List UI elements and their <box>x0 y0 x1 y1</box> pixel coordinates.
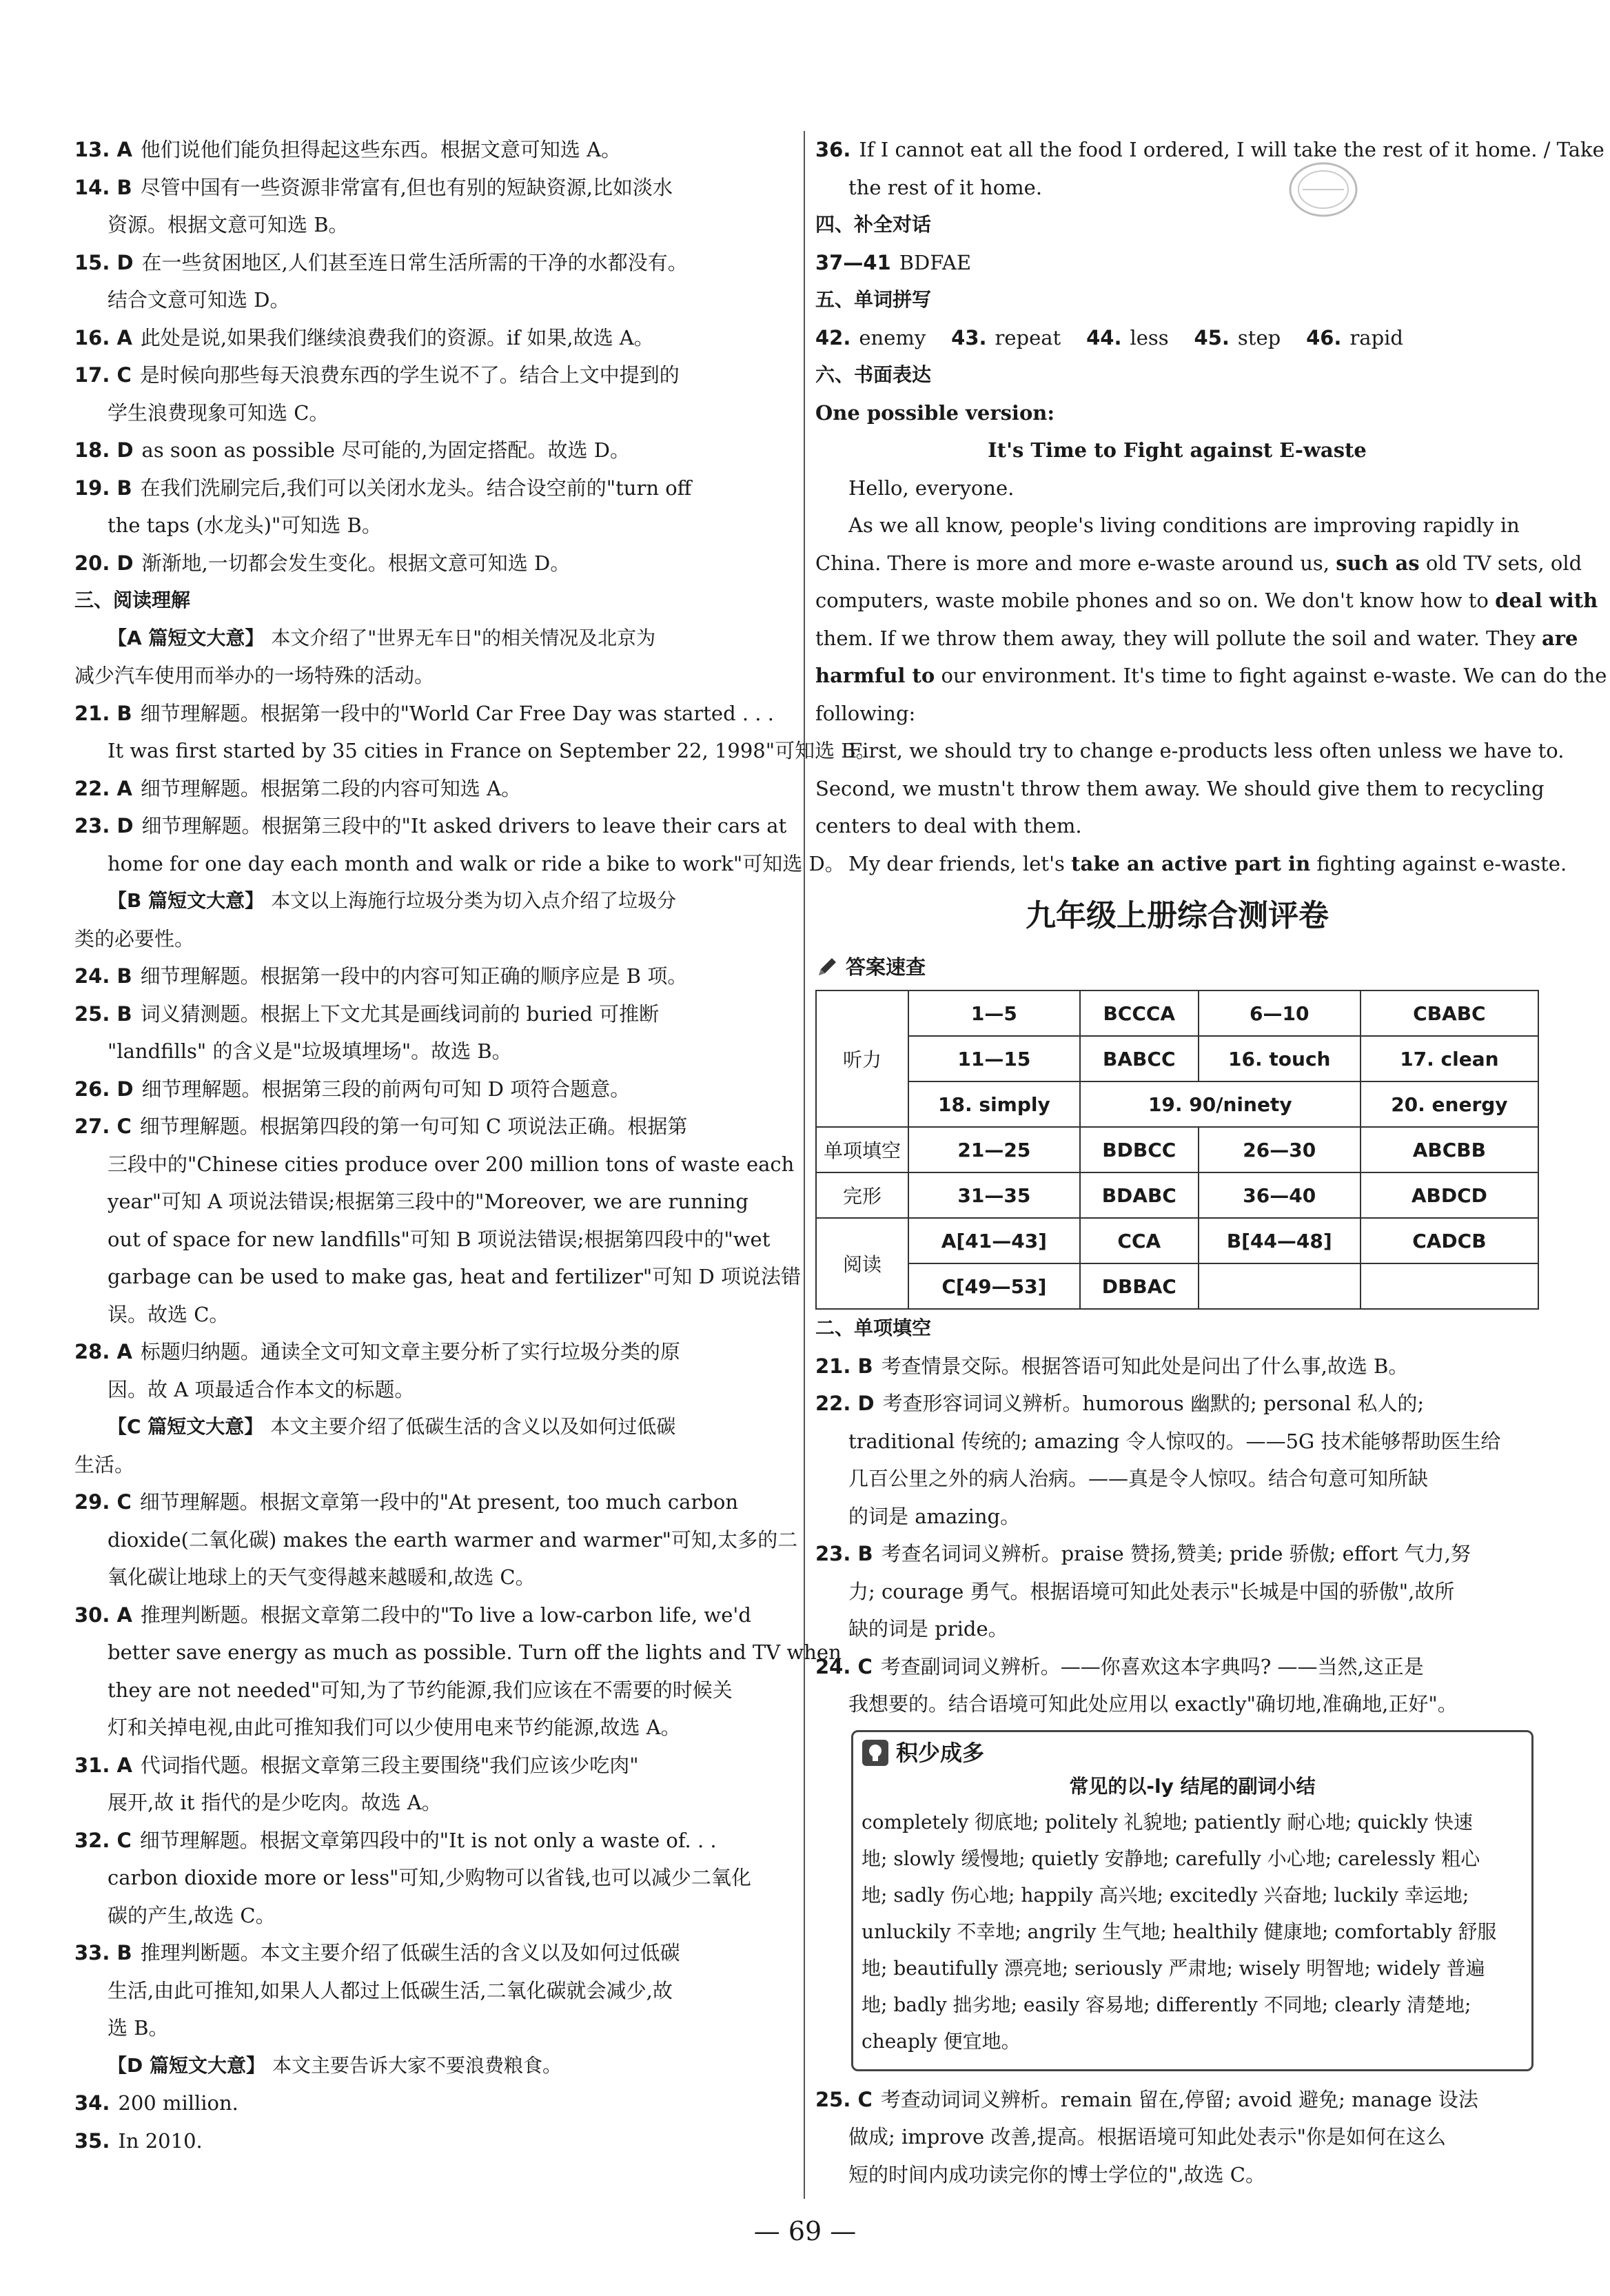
answer-continuation: dioxide(二氧化碳) makes the earth warmer and warmer"可知,太多的二 <box>108 1527 798 1552</box>
lightbulb-icon <box>862 1739 889 1767</box>
tip-lines <box>862 1804 1523 2060</box>
answer-line <box>74 2084 793 2122</box>
table-cell: 11—15 <box>908 1036 1080 1081</box>
summary-text: 本文以上海施行垃圾分类为切入点介绍了垃圾分 <box>271 889 677 912</box>
answer-continuation: out of space for new landfills"可知 B 项说法错误;根据第四段中的"wet <box>108 1227 771 1251</box>
answer-line: 37—41 BDFAE <box>815 250 971 274</box>
answer-text: as soon as possible 尽可能的,为固定搭配。故选 D。 <box>141 438 630 462</box>
question-number: 32. C <box>74 1828 132 1852</box>
table-cell: 1—5 <box>908 990 1080 1036</box>
pencil-icon <box>815 955 839 979</box>
answer-line <box>74 244 793 282</box>
answer-continuation: better save energy as much as possible. Turn off the lights and TV when <box>108 1640 842 1664</box>
answer-text: 考查副词词义辨析。——你喜欢这本字典吗? ——当然,这正是 <box>880 1654 1424 1678</box>
answer-line <box>74 695 793 733</box>
tip-line: 地; beautifully 漂亮地; seriously 严肃地; wisely 明智地; widely 普遍 <box>862 1956 1485 1980</box>
section-heading: 三、阅读理解 <box>74 589 191 611</box>
answer-line <box>74 1108 793 1146</box>
summary-title: 【D 篇短文大意】 <box>108 2053 265 2077</box>
question-number: 29. C <box>74 1490 132 1514</box>
answer-continuation: "landfills" 的含义是"垃圾填埋场"。故选 B。 <box>108 1039 512 1063</box>
answer-text: 标题归纳题。通读全文可知文章主要分析了实行垃圾分类的原 <box>140 1340 680 1363</box>
table-cell: 18. simply <box>908 1081 1080 1127</box>
question-number: 21. B <box>74 701 132 725</box>
tip-line: unluckily 不幸地; angrily 生气地; healthily 健康地; comfortably 舒服 <box>862 1920 1497 1943</box>
table-cell: 6—10 <box>1199 990 1361 1036</box>
question-number: 35. <box>74 2129 110 2153</box>
answer-continuation: 选 B。 <box>108 2016 169 2040</box>
answer-line <box>74 131 793 169</box>
answer-continuation: carbon dioxide more or less"可知,少购物可以省钱,也可以减少二氧化 <box>108 1866 751 1889</box>
table-cell: DBBAC <box>1080 1263 1199 1309</box>
answer-line: 短的时间内成功读完你的博士学位的",故选 C。 <box>848 2162 1265 2186</box>
answer-text: 细节理解题。根据第三段的前两句可知 D 项符合题意。 <box>141 1077 631 1101</box>
question-number: 22. A <box>74 776 132 800</box>
table-cell <box>1199 1263 1361 1309</box>
answer-text: In 2010. <box>118 2129 203 2153</box>
answer-continuation: 学生浪费现象可知选 C。 <box>108 400 329 425</box>
answer-text: 细节理解题。根据第一段中的"World Car Free Day was started . . . <box>140 701 774 725</box>
essay-line: following: <box>815 701 916 725</box>
table-cell: 31—35 <box>908 1172 1080 1218</box>
answer-line <box>74 1747 793 1785</box>
summary-text: 本文主要告诉大家不要浪费粮食。 <box>272 2053 562 2077</box>
answer-line: 36. If I cannot eat all the food I ordered, I will take the rest of it home. / Take <box>815 138 1604 161</box>
answer-line <box>74 319 793 357</box>
answer-text: 细节理解题。根据文章第四段中的"It is not only a waste of. . . <box>139 1828 717 1852</box>
table-cell: 21—25 <box>908 1127 1080 1172</box>
essay-line: Hello, everyone. <box>848 476 1015 500</box>
answer-text: 考查形容词词义辨析。humorous 幽默的; personal 私人的; <box>882 1392 1425 1415</box>
table-row <box>816 990 1538 1036</box>
page-number: — 69 — <box>753 2216 857 2246</box>
table-cell: 36—40 <box>1199 1172 1361 1218</box>
tip-line: 地; sadly 伤心地; happily 高兴地; excitedly 兴奋地; luckily 幸运地; <box>862 1883 1469 1907</box>
answer-line: 做成; improve 改善,提高。根据语境可知此处表示"你是如何在这么 <box>848 2125 1446 2148</box>
summary-text: 本文介绍了"世界无车日"的相关情况及北京为 <box>271 626 656 649</box>
table-cell: ABDCD <box>1361 1172 1538 1218</box>
answer-text: 细节理解题。根据第四段的第一句可知 C 项说法正确。根据第 <box>139 1115 688 1138</box>
table-row <box>816 1127 1538 1172</box>
answer-continuation: 三段中的"Chinese cities produce over 200 million tons of waste each <box>108 1152 795 1176</box>
answer-line <box>815 1348 1539 1385</box>
question-number: 26. D <box>74 1077 134 1101</box>
answer-line <box>74 1483 793 1521</box>
answer-line <box>815 1648 1539 1686</box>
passage-summary <box>74 2047 793 2085</box>
tip-line: cheaply 便宜地。 <box>862 2029 1021 2053</box>
essay-title: It's Time to Fight against E-waste <box>988 438 1367 462</box>
summary-continuation: 生活。 <box>74 1452 135 1476</box>
summary-continuation: 减少汽车使用而举办的一场特殊的活动。 <box>74 664 435 687</box>
answer-text: 细节理解题。根据第一段中的内容可知正确的顺序应是 B 项。 <box>140 964 688 988</box>
answer-text: 渐渐地,一切都会发生变化。根据文意可知选 D。 <box>141 551 571 575</box>
table-cell: A[41—43] <box>908 1218 1080 1263</box>
question-number: 18. D <box>74 438 134 462</box>
summary-title: 【B 篇短文大意】 <box>108 889 265 912</box>
answer-text: 推理判断题。根据文章第二段中的"To live a low-carbon life, we'd <box>140 1603 751 1627</box>
answer-text: 他们说他们能负担得起这些东西。根据文意可知选 A。 <box>140 138 622 161</box>
passage-summary <box>74 882 793 920</box>
answer-continuation: 的词是 amazing。 <box>848 1504 1021 1528</box>
essay-line: computers, waste mobile phones and so on. We don't know how to deal with <box>815 589 1598 612</box>
answer-continuation: 缺的词是 pride。 <box>848 1617 1008 1640</box>
section-heading: 五、单词拼写 <box>815 288 932 311</box>
section-heading: 六、书面表达 <box>815 363 932 386</box>
answer-line <box>74 957 793 995</box>
answer-continuation: year"可知 A 项说法错误;根据第三段中的"Moreover, we are running <box>108 1190 748 1213</box>
question-number: 24. C <box>815 1654 873 1678</box>
right-bottom-answers <box>815 1310 1539 1723</box>
answer-line <box>74 469 793 507</box>
table-cell: CCA <box>1080 1218 1199 1263</box>
answer-line <box>74 995 793 1033</box>
test-title: 九年级上册综合测评卷 <box>1026 898 1329 933</box>
table-label: 阅读 <box>816 1218 908 1309</box>
passage-summary <box>74 620 793 658</box>
table-cell: BDABC <box>1080 1172 1199 1218</box>
question-number: 31. A <box>74 1753 132 1777</box>
question-number: 15. D <box>74 250 134 274</box>
essay-line: China. There is more and more e-waste around us, such as old TV sets, old <box>815 551 1582 575</box>
answer-text: 200 million. <box>118 2091 238 2115</box>
table-label: 完形 <box>816 1172 908 1218</box>
table-cell <box>1361 1263 1538 1309</box>
answer-text: 细节理解题。根据文章第一段中的"At present, too much carbon <box>139 1490 739 1514</box>
answer-line <box>74 807 793 845</box>
answer-text: 细节理解题。根据第三段中的"It asked drivers to leave their cars at <box>141 814 787 837</box>
table-cell: 20. energy <box>1361 1081 1538 1127</box>
table-row <box>816 1218 1538 1263</box>
essay-line: As we all know, people's living conditions are improving rapidly in <box>848 514 1520 537</box>
answer-text: 词义猜测题。根据上下文尤其是画线词前的 buried 可推断 <box>140 1002 660 1026</box>
essay-line: harmful to our environment. It's time to fight against e-waste. We can do the <box>815 664 1607 687</box>
question-number: 20. D <box>74 551 134 575</box>
column-divider <box>804 131 805 2199</box>
table-cell: ABCBB <box>1361 1127 1538 1172</box>
question-number: 22. D <box>815 1392 875 1415</box>
answer-line <box>74 1070 793 1108</box>
answer-continuation: It was first started by 35 cities in France on September 22, 1998"可知选 B。 <box>108 739 876 762</box>
answer-continuation: 我想要的。结合语境可知此处应用以 exactly"确切地,准确地,正好"。 <box>848 1692 1458 1716</box>
answer-line <box>74 770 793 808</box>
answer-text: 此处是说,如果我们继续浪费我们的资源。if 如果,故选 A。 <box>140 325 654 349</box>
answers-heading: 答案速查 <box>815 950 1539 984</box>
section-heading: 四、补全对话 <box>815 213 932 236</box>
spelling-answers: 42. enemy 43. repeat 44. less 45. step 46. rapid <box>815 325 1403 349</box>
question-number: 23. B <box>815 1542 873 1565</box>
question-number: 19. B <box>74 476 132 500</box>
answer-line <box>815 1385 1539 1423</box>
question-number: 30. A <box>74 1603 132 1627</box>
table-row <box>816 1081 1538 1127</box>
table-label: 听力 <box>816 990 908 1127</box>
answer-line: 25. C 考查动词词义辨析。remain 留在,停留; avoid 避免; manage 设法 <box>815 2087 1478 2111</box>
answer-line <box>74 356 793 394</box>
answer-line <box>74 431 793 469</box>
table-cell: 17. clean <box>1361 1036 1538 1081</box>
question-number: 21. B <box>815 1354 873 1378</box>
answer-continuation: 力; courage 勇气。根据语境可知此处表示"长城是中国的骄傲",故所 <box>848 1579 1455 1603</box>
question-number: 14. B <box>74 175 132 199</box>
answer-continuation: 氧化碳让地球上的天气变得越来越暖和,故选 C。 <box>108 1565 536 1589</box>
answer-line <box>74 169 793 207</box>
answer-line <box>815 1535 1539 1573</box>
version-label: One possible version: <box>815 400 1055 425</box>
tip-line: completely 彻底地; politely 礼貌地; patiently 耐心地; quickly 快速 <box>862 1810 1473 1833</box>
answer-continuation: 展开,故 it 指代的是少吃肉。故选 A。 <box>108 1791 442 1814</box>
tip-line: 地; slowly 缓慢地; quietly 安静地; carefully 小心地; carelessly 粗心 <box>862 1847 1480 1870</box>
answer-continuation: 碳的产生,故选 C。 <box>108 1903 276 1927</box>
question-number: 33. B <box>74 1941 132 1964</box>
table-cell: BCCCA <box>1080 990 1199 1036</box>
answer-continuation: the taps (水龙头)"可知选 B。 <box>108 514 382 537</box>
question-number: 17. C <box>74 363 132 387</box>
question-number: 28. A <box>74 1340 132 1363</box>
table-cell: 16. touch <box>1199 1036 1361 1081</box>
question-number: 16. A <box>74 325 132 349</box>
answer-line <box>74 1934 793 1972</box>
answer-continuation: 灯和关掉电视,由此可推知我们可以少使用电来节约能源,故选 A。 <box>108 1716 681 1739</box>
answer-continuation: 因。故 A 项最适合作本文的标题。 <box>108 1377 415 1401</box>
answer-text: 尽管中国有一些资源非常富有,但也有别的短缺资源,比如淡水 <box>140 175 673 199</box>
answer-line <box>74 2122 793 2160</box>
tip-subtitle: 常见的以-ly 结尾的副词小结 <box>1069 1774 1316 1798</box>
answer-text: 代词指代题。根据文章第三段主要围绕"我们应该少吃肉" <box>140 1753 639 1777</box>
table-cell: 19. 90/ninety <box>1080 1081 1361 1127</box>
answer-text: 细节理解题。根据第二段的内容可知选 A。 <box>140 776 522 800</box>
table-cell: 26—30 <box>1199 1127 1361 1172</box>
essay-line: My dear friends, let's take an active part in fighting against e-waste. <box>848 851 1567 875</box>
table-cell: BABCC <box>1080 1036 1199 1081</box>
answer-continuation: 误。故选 C。 <box>108 1302 230 1326</box>
answer-text: 是时候向那些每天浪费东西的学生说不了。结合上文中提到的 <box>139 363 680 387</box>
answer-line <box>74 1333 793 1371</box>
section-heading: 二、单项填空 <box>815 1317 932 1339</box>
tip-box <box>851 1730 1533 2071</box>
tip-line: 地; badly 拙劣地; easily 容易地; differently 不同地; clearly 清楚地; <box>862 1993 1471 2016</box>
answer-text: 考查名词词义辨析。praise 赞扬,赞美; pride 骄傲; effort 气力,努 <box>881 1542 1471 1565</box>
passage-summary <box>74 1408 793 1446</box>
essay-line: centers to deal with them. <box>815 814 1082 837</box>
answer-text: 考查情景交际。根据答语可知此处是问出了什么事,故选 B。 <box>881 1354 1409 1378</box>
question-number: 13. A <box>74 138 132 161</box>
answer-continuation: garbage can be used to make gas, heat and fertilizer"可知 D 项说法错 <box>108 1265 801 1288</box>
table-cell: CADCB <box>1361 1218 1538 1263</box>
answer-text: 在一些贫困地区,人们甚至连日常生活所需的干净的水都没有。 <box>141 250 688 274</box>
right-column <box>815 131 1607 2193</box>
question-number: 24. B <box>74 964 132 988</box>
question-number: 27. C <box>74 1115 132 1138</box>
answer-line <box>74 1822 793 1860</box>
tip-heading: 积少成多 <box>862 1736 1523 1769</box>
essay-line: them. If we throw them away, they will pollute the soil and water. They are <box>815 626 1578 650</box>
question-number: 34. <box>74 2091 110 2115</box>
table-cell: C[49—53] <box>908 1263 1080 1309</box>
answer-line <box>74 545 793 582</box>
summary-continuation: 类的必要性。 <box>74 926 195 951</box>
table-row <box>816 1172 1538 1218</box>
answer-continuation: 结合文意可知选 D。 <box>108 288 290 312</box>
question-number: 23. D <box>74 814 134 837</box>
answer-continuation: home for one day each month and walk or ride a bike to work"可知选 D。 <box>108 851 845 875</box>
table-row <box>816 1263 1538 1309</box>
essay-line: Second, we mustn't throw them away. We should give them to recycling <box>815 776 1545 800</box>
answer-continuation: 资源。根据文意可知选 B。 <box>108 213 349 236</box>
answer-continuation: traditional 传统的; amazing 令人惊叹的。——5G 技术能够帮助医生给 <box>848 1429 1501 1453</box>
summary-title: 【C 篇短文大意】 <box>108 1415 264 1438</box>
answer-line: the rest of it home. <box>848 175 1043 199</box>
essay-line: First, we should try to change e-products less often unless we have to. <box>848 739 1565 762</box>
answer-line <box>74 1596 793 1634</box>
answer-continuation: 生活,由此可推知,如果人人都过上低碳生活,二氧化碳就会减少,故 <box>108 1978 673 2002</box>
table-cell: CBABC <box>1361 990 1538 1036</box>
answer-continuation: 几百公里之外的病人治病。——真是令人惊叹。结合句意可知所缺 <box>848 1467 1429 1490</box>
table-cell: B[44—48] <box>1199 1218 1361 1263</box>
table-cell: BDBCC <box>1080 1127 1199 1172</box>
question-number: 25. B <box>74 1002 132 1026</box>
answer-continuation: they are not needed"可知,为了节约能源,我们应该在不需要的时候关 <box>108 1678 733 1702</box>
summary-text: 本文主要介绍了低碳生活的含义以及如何过低碳 <box>270 1415 676 1438</box>
answer-table <box>815 990 1539 1310</box>
table-row <box>816 1036 1538 1081</box>
summary-title: 【A 篇短文大意】 <box>108 626 265 649</box>
table-label: 单项填空 <box>816 1127 908 1172</box>
answer-text: 在我们洗刷完后,我们可以关闭水龙头。结合设空前的"turn off <box>140 476 692 500</box>
answer-text: 推理判断题。本文主要介绍了低碳生活的含义以及如何过低碳 <box>140 1941 680 1964</box>
